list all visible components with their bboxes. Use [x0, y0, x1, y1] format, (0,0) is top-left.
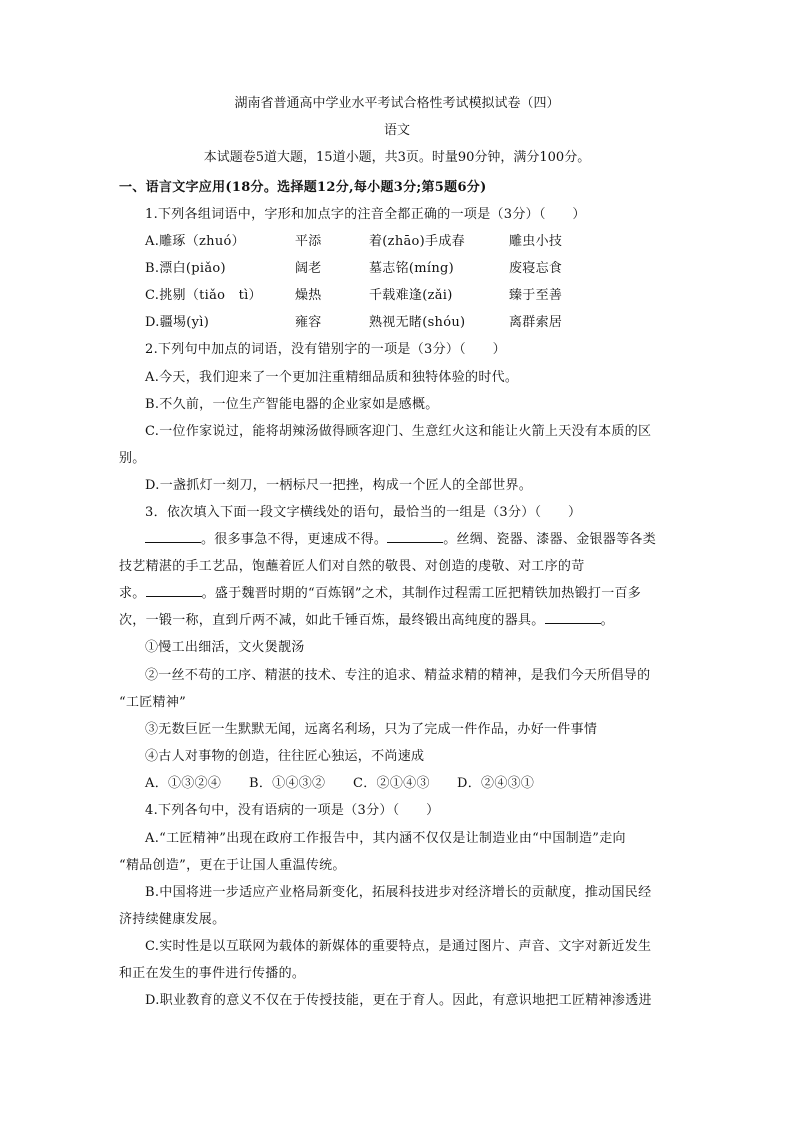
q4-option-c-line2: 和正在发生的事件进行传播的。 [119, 966, 306, 981]
q3-p4a: 次，一锻一称，直到斤两不减，如此千锤百炼，最终锻出高纯度的器具。 [119, 613, 545, 628]
q1-option-c [119, 282, 679, 309]
q1-a-3: 着(zhāo)手成春 [369, 234, 465, 249]
q3-passage-line1 [119, 526, 679, 553]
section1-heading: 一、语言文字应用(18分。选择题12分,每小题3分;第5题6分) [119, 180, 487, 195]
q3-p3a: 求。 [119, 586, 146, 601]
q4-option-a-line2: “精品创造”，更在于让国人重温传统。 [119, 858, 346, 873]
q2-option-d: D.一盏抓灯一刻刀，一柄标尺一把挫，构成一个匠人的全部世界。 [145, 478, 533, 493]
q1-d-1: D.疆埸(yì) [145, 315, 210, 330]
q3-passage-line2: 技艺精湛的手工艺品，饱蘸着匠人们对自然的敬畏、对创造的虔敬、对工序的苛 [119, 559, 585, 574]
q1-c-4: 臻于至善 [509, 288, 563, 303]
q4-option-b-line2: 济持续健康发展。 [119, 912, 226, 927]
q3-p4b: 。 [600, 613, 614, 628]
q1-c-3: 千载难逢(zǎi) [369, 288, 453, 303]
q3-choice-a: A．①③②④ [145, 776, 222, 791]
q1-b-3: 墓志铭(míng) [369, 261, 455, 276]
q1-d-3: 熟视无睹(shóu) [369, 315, 466, 330]
q1-a-1: A.雕琢（zhuó） [145, 234, 245, 249]
q1-d-2: 雍容 [295, 315, 322, 330]
q3-choices [119, 770, 679, 797]
q1-c-1: C.挑剔（tiǎo tì） [145, 288, 262, 303]
exam-title: 湖南省普通高中学业水平考试合格性考试模拟试卷（四） [234, 96, 560, 111]
q4-option-a-line1: A.“工匠精神”出现在政府工作报告中，其内涵不仅仅是让制造业由“中国制造”走向 [145, 831, 626, 846]
q3-p3b: 。盛于魏晋时期的“百炼钢”之术，其制作过程需工匠把精铁加热锻打一百多 [201, 586, 642, 601]
q3-blank-2 [387, 528, 443, 543]
q2-option-b: B.不久前，一位生产智能电器的企业家如是感概。 [145, 397, 439, 412]
q3-blank-4 [545, 609, 601, 624]
q1-c-2: 燥热 [295, 288, 322, 303]
q3-passage-line4 [119, 607, 679, 634]
q1-b-2: 阔老 [295, 261, 322, 276]
q1-a-2: 平添 [295, 234, 322, 249]
q2-option-c-line2: 别。 [119, 451, 146, 466]
q3-sentence-4: ④古人对事物的创造，往往匠心独运，不尚速成 [145, 749, 425, 764]
q3-choice-b: B．①④③② [249, 776, 326, 791]
q1-option-b [119, 255, 679, 282]
q3-sentence-2-line1: ②一丝不苟的工序、精湛的技术、专注的追求、精益求精的精神，是我们今天所倡导的 [145, 668, 651, 683]
exam-instructions: 本试题卷5道大题，15道小题，共3页。时量90分钟，满分100分。 [203, 150, 591, 165]
q1-b-4: 废寝忘食 [509, 261, 563, 276]
q1-d-4: 离群索居 [509, 315, 563, 330]
q3-passage-line3 [119, 580, 679, 607]
q1-option-d [119, 309, 679, 336]
q2-option-c-line1: C.一位作家说过，能将胡辣汤做得顾客迎门、生意红火这和能让火箭上天没有本质的区 [145, 424, 652, 439]
q2-stem: 2.下列句中加点的词语，没有错别字的一项是（3分）（ ） [145, 342, 506, 357]
q4-stem: 4.下列各句中，没有语病的一项是（3分）（ ） [145, 803, 440, 818]
q3-blank-3 [146, 582, 202, 597]
q3-p1: 。很多事急不得，更速成不得。 [201, 532, 388, 547]
q3-p1b: 。丝绸、瓷器、漆器、金银器等各类 [443, 532, 657, 547]
q3-stem: 3．依次填入下面一段文字横线处的语句，最恰当的一组是（3分）（ ） [145, 505, 582, 520]
q3-choice-d: D．②④③① [457, 776, 535, 791]
q3-sentence-2-line2: “工匠精神” [119, 695, 187, 710]
q4-option-d-line1: D.职业教育的意义不仅在于传授技能，更在于育人。因此，有意识地把工匠精神渗透进 [145, 993, 652, 1008]
q1-option-a [119, 228, 679, 255]
subject-title: 语文 [383, 123, 410, 138]
q4-option-c-line1: C.实时性是以互联网为载体的新媒体的重要特点，是通过图片、声音、文字对新近发生 [145, 939, 652, 954]
q3-sentence-1: ①慢工出细活，文火煲靓汤 [145, 640, 305, 655]
q1-stem: 1.下列各组词语中，字形和加点字的注音全都正确的一项是（3分）（ ） [145, 207, 586, 222]
q1-b-1: B.漂白(piǎo) [145, 261, 226, 276]
q4-option-b-line1: B.中国将进一步适应产业格局新变化，拓展科技进步对经济增长的贡献度，推动国民经 [145, 885, 652, 900]
q3-choice-c: C．②①④③ [353, 776, 430, 791]
q3-sentence-3: ③无数巨匠一生默默无闻，远离名利场，只为了完成一件作品，办好一件事情 [145, 722, 598, 737]
q3-blank-1 [145, 528, 201, 543]
q2-option-a: A.今天，我们迎来了一个更加注重精细品质和独特体验的时代。 [145, 370, 519, 385]
q1-a-4: 雕虫小技 [509, 234, 563, 249]
